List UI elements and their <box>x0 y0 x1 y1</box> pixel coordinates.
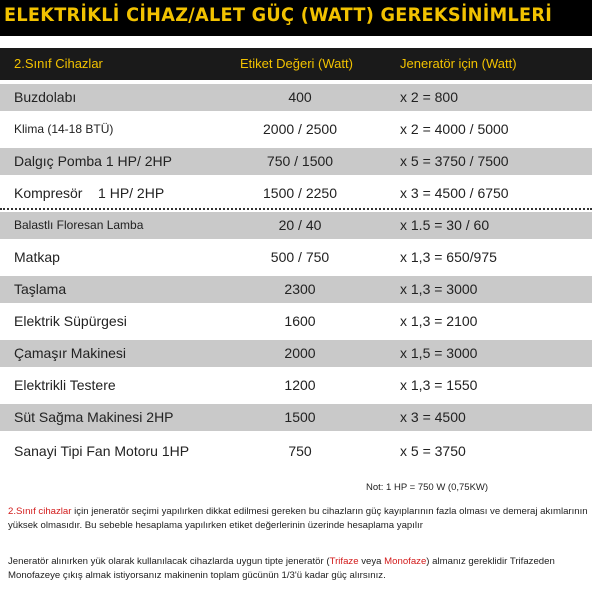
table-row <box>0 276 592 303</box>
label-watt: 1600 <box>284 313 316 329</box>
generator-watt: x 1,5 = 3000 <box>400 345 478 361</box>
table-row <box>0 438 592 465</box>
device-name: Elektrik Süpürgesi <box>14 313 127 329</box>
label-watt: 2000 / 2500 <box>263 121 337 137</box>
label-watt: 400 <box>288 89 312 105</box>
generator-watt: x 5 = 3750 <box>400 443 466 459</box>
label-watt: 750 <box>288 443 312 459</box>
generator-watt: x 2 = 800 <box>400 89 458 105</box>
generator-watt: x 5 = 3750 / 7500 <box>400 153 509 169</box>
device-name: Matkap <box>14 249 60 265</box>
table-row <box>0 180 592 207</box>
generator-watt: x 1,3 = 2100 <box>400 313 478 329</box>
hp-note: Not: 1 HP = 750 W (0,75KW) <box>366 482 489 493</box>
table-row <box>0 372 592 399</box>
device-name: Dalgıç Pomba 1 HP/ 2HP <box>14 153 172 169</box>
info-paragraph-1 <box>8 505 588 533</box>
generator-watt: x 3 = 4500 / 6750 <box>400 185 509 201</box>
trifaze-highlight: Trifaze <box>329 556 359 567</box>
label-watt: 20 / 40 <box>278 217 322 233</box>
info-paragraph-2 <box>8 555 588 583</box>
title-bar <box>0 0 592 36</box>
table-row <box>0 308 592 335</box>
table-row <box>0 244 592 271</box>
generator-watt: x 2 = 4000 / 5000 <box>400 121 509 137</box>
device-name: Klima (14-18 BTÜ) <box>14 122 114 136</box>
device-name: Kompresör 1 HP/ 2HP <box>14 185 165 201</box>
device-name: Elektrikli Testere <box>14 377 116 393</box>
generator-watt: x 1,3 = 1550 <box>400 377 478 393</box>
label-watt: 500 / 750 <box>270 249 330 265</box>
label-watt: 750 / 1500 <box>266 153 334 169</box>
generator-watt: x 1,3 = 650/975 <box>400 249 497 265</box>
generator-watt: x 1.5 = 30 / 60 <box>400 217 490 233</box>
paragraph-text-before: Jeneratör alınırken yük olarak kullanılacak cihazlarda uygun tipte jeneratör ( <box>8 556 330 567</box>
paragraph-text: için jeneratör seçimi yapılırken dikkat edilmesi gereken bu cihazların güç kayıplarının fazla olması ve demeraj akımlarının yüksek olmasıdır. Bu sebeble hesaplama yapılırken etiket değerlerinin üzerinde hesaplama yapılır <box>8 506 588 531</box>
table-header <box>0 48 592 80</box>
page-title: ELEKTRİKLİ CİHAZ/ALET GÜÇ (WATT) GEREKSİNİMLERİ <box>4 4 553 26</box>
device-name: Taşlama <box>14 281 67 297</box>
table-row <box>0 148 592 175</box>
label-watt: 1500 <box>284 409 316 425</box>
label-watt: 1200 <box>284 377 316 393</box>
device-name: Süt Sağma Makinesi 2HP <box>14 409 174 425</box>
table-row <box>0 212 592 239</box>
label-watt: 2000 <box>284 345 316 361</box>
monofaze-highlight: Monofaze <box>384 556 427 567</box>
device-name: Buzdolabı <box>14 89 77 105</box>
label-watt: 2300 <box>284 281 316 297</box>
table-row <box>0 116 592 143</box>
generator-watt: x 1,3 = 3000 <box>400 281 478 297</box>
highlight-class: 2.Sınıf cihazlar <box>8 506 72 517</box>
paragraph-text-after: ) almanız gereklidir Trifazeden Monofazeye çıkış almak istiyorsanız makinenin toplam gücünün 1/3'ü kadar güç alırsınız. <box>8 556 555 581</box>
label-watt: 1500 / 2250 <box>263 185 337 201</box>
header-device-class: 2.Sınıf Cihazlar <box>14 56 103 71</box>
generator-watt: x 3 = 4500 <box>400 409 466 425</box>
table-row <box>0 404 592 431</box>
device-name: Çamaşır Makinesi <box>14 345 127 361</box>
paragraph-text-mid: veya <box>358 556 385 567</box>
table-row <box>0 340 592 367</box>
header-generator-value: Jeneratör için (Watt) <box>400 56 517 71</box>
section-divider <box>0 208 592 210</box>
header-label-value: Etiket Değeri (Watt) <box>240 56 353 71</box>
device-name: Balastlı Floresan Lamba <box>14 218 144 232</box>
device-name: Sanayi Tipi Fan Motoru 1HP <box>14 443 190 459</box>
table-row <box>0 84 592 111</box>
